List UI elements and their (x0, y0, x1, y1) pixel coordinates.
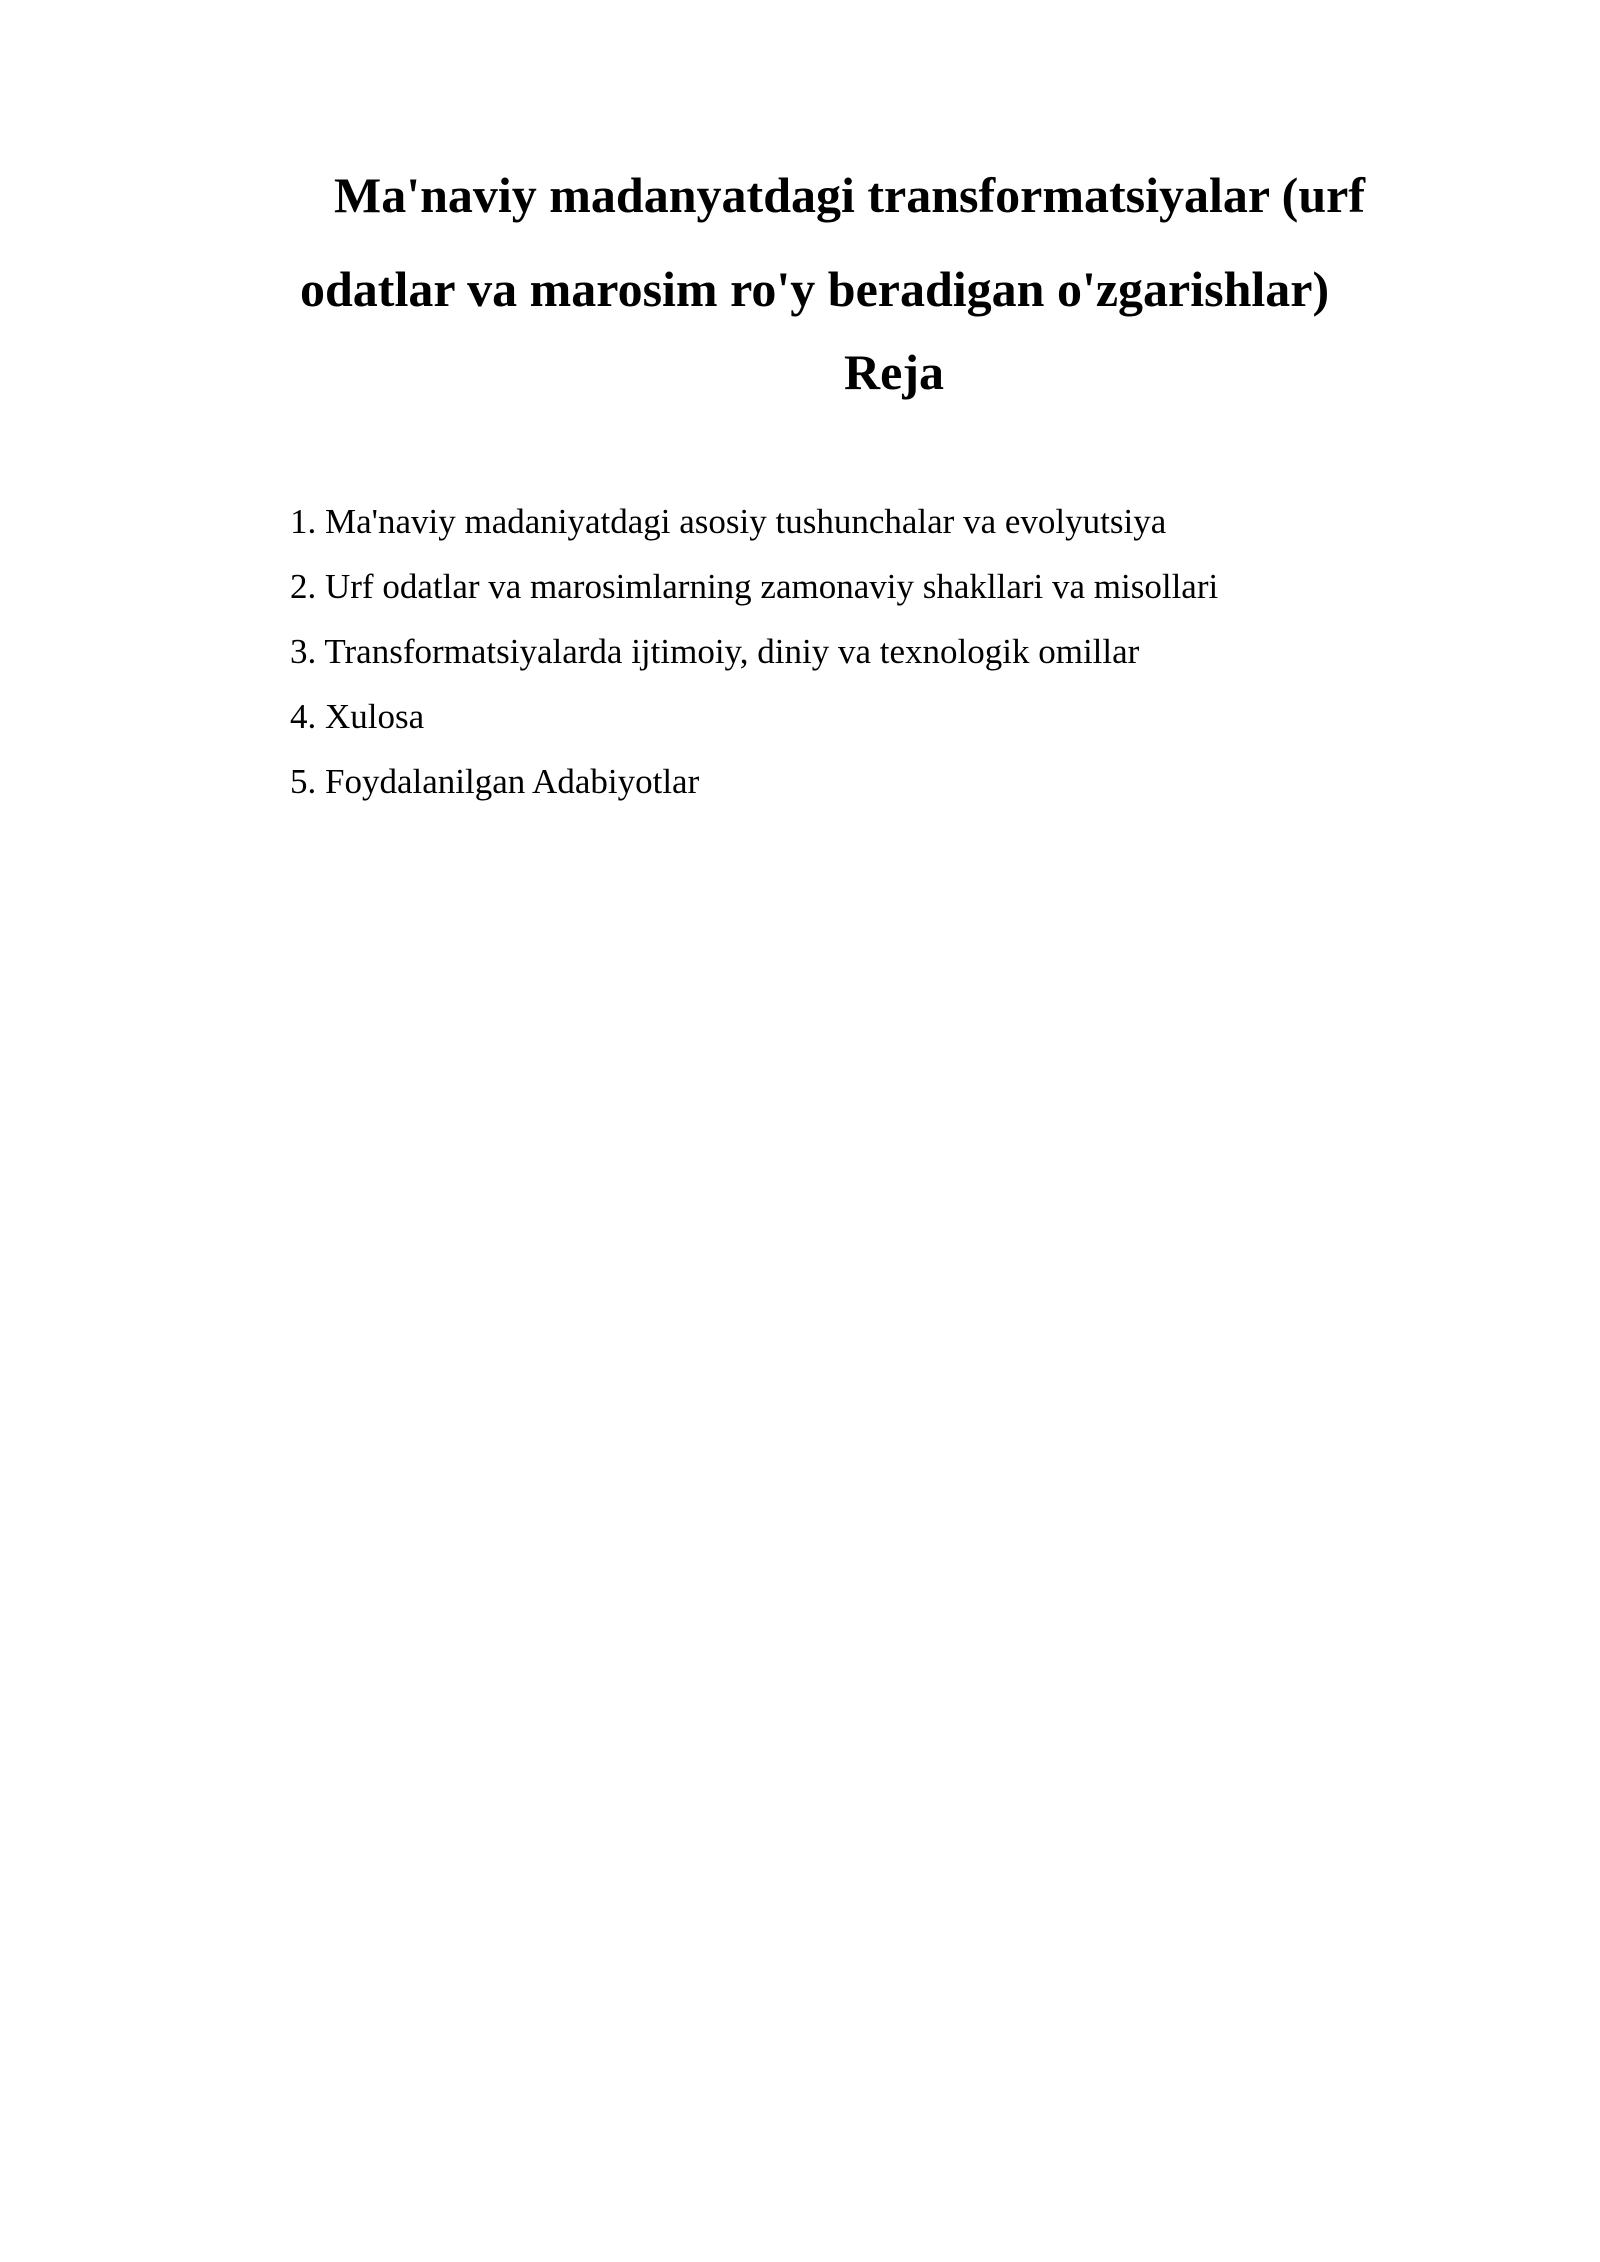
plan-item-number: 5. (290, 762, 317, 801)
plan-list (290, 489, 1218, 814)
plan-item-text: Ma'naviy madaniyatdagi asosiy tushunchalar va evolyutsiya (325, 502, 1167, 541)
document-title: Ma'naviy madanyatdagi transformatsiyalar (urf odatlar va marosim ro'y beradigan o'zgarishlar) (300, 167, 1365, 317)
plan-item-text: Xulosa (325, 697, 425, 736)
plan-item-number: 4. (290, 697, 317, 736)
plan-item (290, 684, 1218, 749)
plan-item (290, 749, 1218, 814)
plan-item-text: Foydalanilgan Adabiyotlar (325, 762, 700, 801)
plan-item-text: Urf odatlar va marosimlarning zamonaviy shakllari va misollari (325, 567, 1219, 606)
plan-heading: Reja (844, 344, 944, 400)
plan-item (290, 489, 1218, 554)
plan-item-number: 2. (290, 567, 317, 606)
plan-item (290, 619, 1218, 684)
plan-item (290, 554, 1218, 619)
plan-item-number: 3. (290, 632, 317, 671)
plan-item-text: Transformatsiyalarda ijtimoiy, diniy va texnologik omillar (324, 632, 1140, 671)
plan-item-number: 1. (290, 502, 317, 541)
